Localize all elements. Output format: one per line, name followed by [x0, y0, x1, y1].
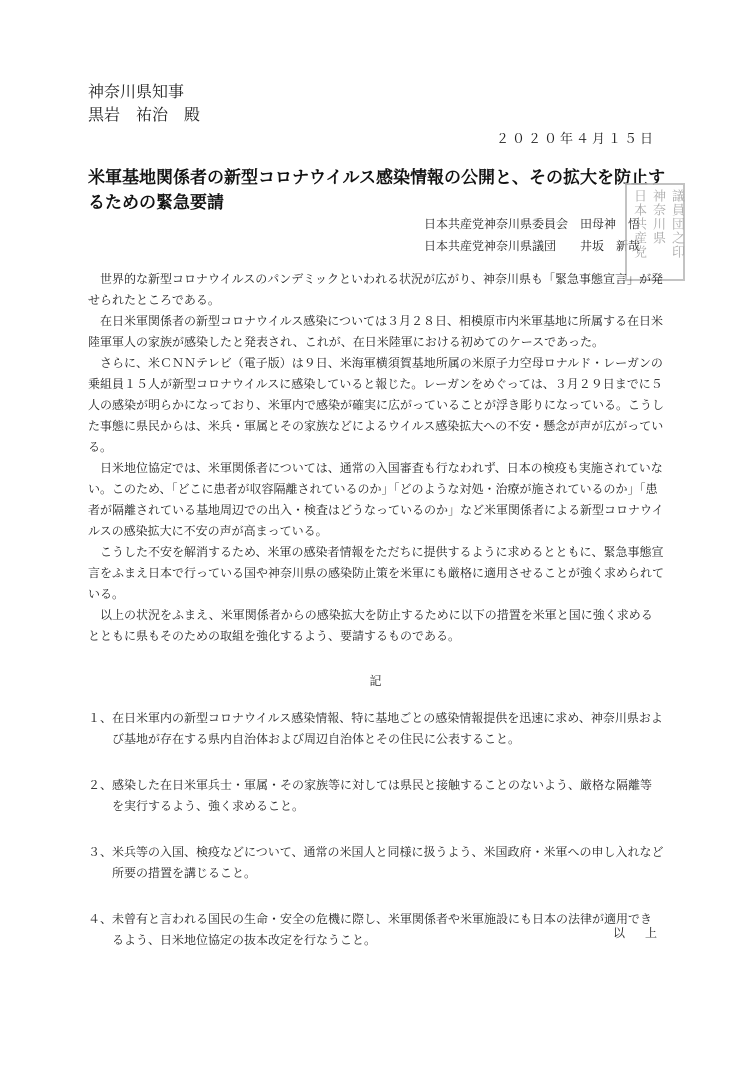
- request-item: [88, 909, 664, 951]
- request-item: [88, 708, 664, 750]
- request-items: [88, 708, 664, 976]
- addressee-name: 黒岩 祐治 殿: [88, 105, 201, 124]
- closing-mark: 以 上: [612, 926, 661, 940]
- item-number: ３、: [88, 845, 113, 859]
- seal-column-3: 議員団之印: [669, 189, 684, 259]
- paragraph-2: 在日米軍関係者の新型コロナウイルス感染については３月２８日、相模原市内米軍基地に所属する在日米陸軍軍人の家族が感染したと発表され、これが、在日米陸軍における初めてのケースであった。: [88, 314, 664, 349]
- item-number: １、: [88, 711, 113, 725]
- seal-column-1: 日本共産党: [631, 189, 646, 259]
- item-text: 未曾有と言われる国民の生命・安全の危機に際し、米軍関係者や米軍施設にも日本の法律が適用できるよう、日米地位協定の抜本改定を行なうこと。: [112, 912, 653, 947]
- request-item: [88, 775, 664, 817]
- sender-1: 日本共産党神奈川県委員会 田母神 悟: [424, 217, 641, 231]
- senders: [424, 213, 640, 257]
- item-text: 在日米軍内の新型コロナウイルス感染情報、特に基地ごとの感染情報提供を迅速に求め、神奈川県および基地が存在する県内自治体および周辺自治体とその住民に公表すること。: [112, 711, 663, 746]
- addressee-title: 神奈川県知事: [88, 82, 185, 101]
- paragraph-5: こうした不安を解消するため、米軍の感染者情報をただちに提供するように求めるとともに、緊急事態宣言をふまえ日本で行っている国や神奈川県の感染防止策を米軍にも厳格に適用させることが強く求められている。: [88, 545, 665, 601]
- paragraph-4: 日米地位協定では、米軍関係者については、通常の入国審査も行なわれず、日本の検疫も実施されていない。このため、「どこに患者が収容隔離されているのか」「どのような対処・治療が施されているのか」「患者が隔離されている基地周辺での出入・検査はどうなっているのか」など米軍関係者による新型コロナウイルスの感染拡大に不安の声が高まっている。: [88, 461, 664, 538]
- paragraph-6: 以上の状況をふまえ、米軍関係者からの感染拡大を防止するために以下の措置を米軍と国に強く求めるとともに県もそのための取組を強化するよう、要請するものである。: [88, 608, 653, 643]
- request-item: [88, 842, 664, 884]
- sender-2: 日本共産党神奈川県議団 井坂 新哉: [424, 239, 641, 253]
- paragraph-1: 世界的な新型コロナウイルスのパンデミックといわれる状況が広がり、神奈川県も「緊急事態宣言」が発せられたところである。: [88, 272, 664, 307]
- item-number: ２、: [88, 778, 113, 792]
- seal-column-2: 神奈川県: [650, 189, 665, 245]
- ki-heading: 記: [369, 674, 382, 688]
- paragraph-3: さらに、米ＣＮＮテレビ（電子版）は９日、米海軍横須賀基地所属の米原子力空母ロナルド・レーガンの乗組員１５人が新型コロナウイルスに感染していると報じた。レーガンをめぐっては、３月２９日までに５人の感染が明らかになっており、米軍内で感染が確実に広がっていることが浮き彫りになっている。こうした事態に県民からは、米兵・軍属とその家族などによるウイルス感染拡大への不安・懸念が声が広がっている。: [88, 356, 665, 454]
- official-seal-stamp: [625, 183, 685, 281]
- document-title: 米軍基地関係者の新型コロナウイルス感染情報の公開と、その拡大を防止するための緊急要請: [88, 168, 665, 213]
- addressee: [88, 80, 200, 126]
- item-text: 米兵等の入国、検疫などについて、通常の米国人と同様に扱うよう、米国政府・米軍への申し入れなど所要の措置を講じること。: [112, 845, 664, 880]
- item-number: ４、: [88, 912, 113, 926]
- document-date: ２０２０年４月１５日: [495, 132, 656, 147]
- item-text: 感染した在日米軍兵士・軍属・その家族等に対しては県民と接触することのないよう、厳格な隔離等を実行するよう、強く求めること。: [112, 778, 653, 813]
- body-text: [88, 269, 664, 647]
